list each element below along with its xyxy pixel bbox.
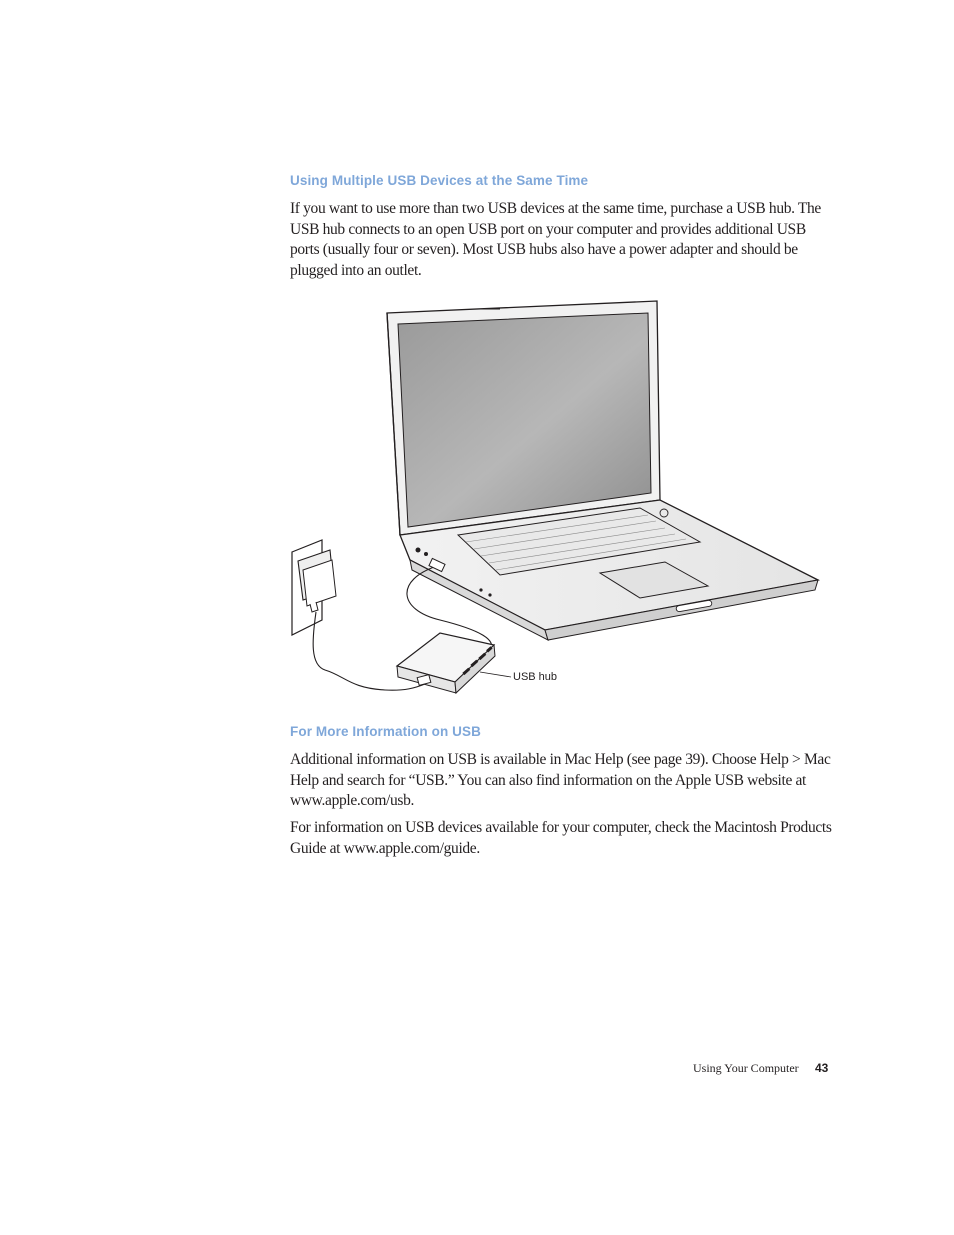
section-heading-more-info: For More Information on USB [290,724,481,739]
section-heading-multiple-usb: Using Multiple USB Devices at the Same Time [290,173,589,188]
footer-section-title: Using Your Computer [693,1061,799,1075]
footer-page-number: 43 [815,1061,829,1075]
usb-hub-device [397,633,495,693]
body-paragraph-products-guide: For information on USB devices available for your computer, check the Macintosh Products Guide at www.apple.com/guide. [290,819,832,857]
power-outlet [292,540,336,635]
laptop-lid [387,301,660,535]
usb-hub-callout-label: USB hub [513,671,558,683]
callout-leader-line [480,672,511,677]
body-paragraph-more-info: Additional information on USB is available in Mac Help (see page 39). Choose Help > Mac Help and search for “USB.” You can also find information on the Apple USB website at www.apple.com/usb. [290,751,831,809]
body-paragraph-usb-hub: If you want to use more than two USB devices at the same time, purchase a USB hub. The USB hub connects to an open USB port on your computer and provides additional USB ports (usually four or seven). Most USB hubs also have a power adapter and should be plugged into an outlet. [290,200,821,279]
usb-hub-illustration [280,290,825,700]
